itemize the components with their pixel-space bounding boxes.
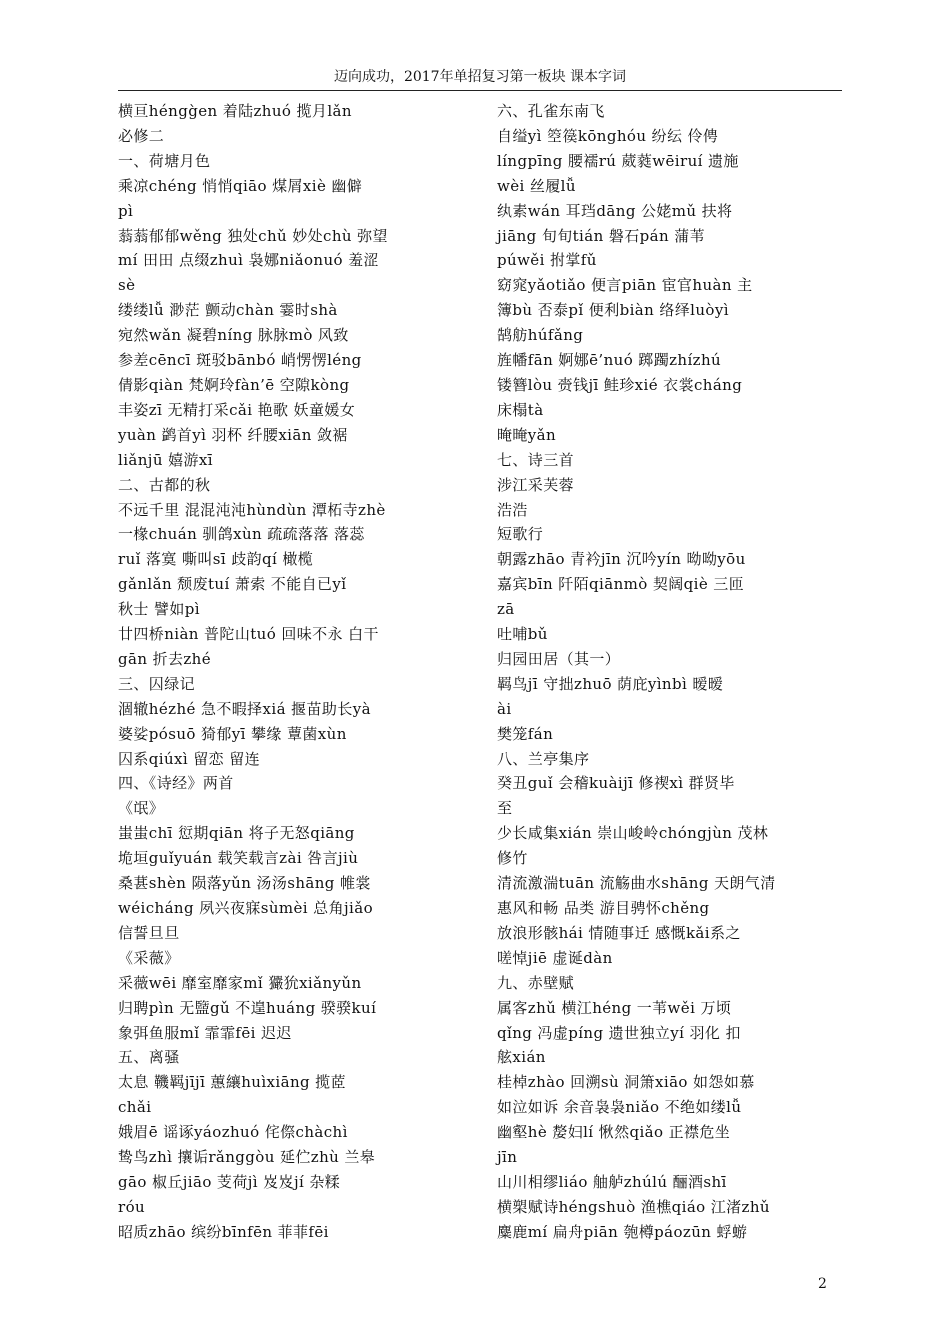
text-line: 九、赤壁赋 [497,973,575,992]
text-line: 属客zhǔ 横江héng 一苇wěi 万顷 [497,998,732,1017]
text-line: jīn [497,1148,518,1167]
text-line: 癸丑guǐ 会稽kuàijī 修禊xì 群贤毕 [497,774,735,793]
text-line: 廿四桥niàn 普陀山tuó 回味不永 白干 [118,625,379,644]
text-line: 旌幡fān 婀娜ē’nuó 踯躅zhízhú [497,351,722,370]
text-line: gāo 椒丘jiāo 芰荷jì 岌岌jí 杂糅 [118,1172,341,1191]
text-line: 少长咸集xián 崇山峻岭chóngjùn 茂林 [497,824,769,843]
text-line: 信誓旦旦 [118,923,180,942]
text-line: púwěi 拊掌fǔ [497,251,597,270]
text-line: 横槊赋诗héngshuò 渔樵qiáo 江渚zhǔ [497,1197,770,1216]
text-line: wèi 丝履lǚ [497,176,576,195]
text-line: 桂棹zhào 回溯sù 洞箫xiāo 如怨如慕 [497,1073,755,1092]
text-line: 鸷鸟zhì 攘诟rǎnggòu 延伫zhù 兰皋 [118,1148,376,1167]
text-line: 乘凉chéng 悄悄qiāo 煤屑xiè 幽僻 [118,176,363,195]
text-line: 放浪形骸hái 情随事迁 感慨kǎi系之 [497,923,741,942]
text-line: 樊笼fán [497,724,554,743]
text-line: 短歌行 [497,525,544,544]
left-text-column [118,99,462,1245]
text-line: 麋鹿mí 扁舟piān 匏樽páozūn 蜉蝣 [497,1222,748,1241]
text-line: 《采薇》 [118,948,180,967]
text-line: mí 田田 点缀zhuì 袅娜niǎonuó 羞涩 [118,251,379,270]
text-line: 二、古都的秋 [118,475,211,494]
text-line: 四、《诗经》两首 [118,774,234,793]
text-line: 七、诗三首 [497,450,575,469]
header-divider [118,90,842,91]
text-line: 囚系qiúxì 留恋 留连 [118,749,261,768]
text-line: 浩浩 [497,500,528,519]
text-line: 必修二 [118,126,165,145]
text-line: sè [118,276,136,295]
text-line: 修竹 [497,849,528,868]
text-line: 涸辙hézhé 急不暇择xiá 揠苗助长yà [118,699,371,718]
page-header-title: 迈向成功，2017年单招复习第一板块 课本字词 [333,69,627,85]
text-line: 宛然wǎn 凝碧níng 脉脉mò 风致 [118,326,349,345]
text-line: 嗟悼jiē 虚诞dàn [497,948,613,967]
text-line: 《氓》 [118,799,165,818]
text-line: 舷xián [497,1048,546,1067]
text-line: 垝垣guǐyuán 载笑载言zài 咎言jiù [118,849,359,868]
text-line: 倩影qiàn 梵婀玲fàn’ē 空隙kòng [118,375,350,394]
text-line: róu [118,1197,146,1216]
text-line: 采薇wēi 靡室靡家mǐ 玁狁xiǎnyǔn [118,973,362,992]
text-line: 象弭鱼服mǐ 霏霏fēi 迟迟 [118,1023,292,1042]
text-line: 昭质zhāo 缤纷bīnfēn 菲菲fēi [118,1222,329,1241]
text-line: yuàn 鹢首yì 羽杯 纤腰xiān 敛裾 [118,425,348,444]
text-line: ài [497,699,512,718]
text-line: pì [118,201,134,220]
text-line: 横亘héngg̀en 着陆zhuó 揽月lǎn [118,102,352,120]
text-line: 六、孔雀东南飞 [497,102,605,120]
text-line: 吐哺bǔ [497,625,548,644]
text-line: gān 折去zhé [118,649,212,668]
text-line: 簿bù 否泰pǐ 便利biàn 络绎luòyì [497,301,729,320]
text-line: chǎi [118,1098,152,1117]
text-line: 窈窕yǎotiǎo 便言piān 宦官huàn 主 [497,276,753,295]
text-line: 清流激湍tuān 流觞曲水shāng 天朗气清 [497,874,776,893]
text-line: 秋士 譬如pì [118,600,200,619]
text-line: 蓊蓊郁郁wěng 独处chǔ 妙处chù 弥望 [118,226,388,245]
text-line: 嘉宾bīn 阡陌qiānmò 契阔qiè 三匝 [497,575,745,594]
text-line: 婆娑pósuō 猗郁yī 攀缘 蕈菌xùn [118,724,347,743]
text-line: 一椽chuán 驯鸽xùn 疏疏落落 落蕊 [118,525,365,544]
text-line: 五、离骚 [118,1048,180,1067]
text-line: 丰姿zī 无精打采cǎi 艳歌 妖童媛女 [118,400,356,419]
text-line: 一、荷塘月色 [118,151,211,170]
text-line: 娥眉ē 谣诼yáozhuó 侘傺chàchì [118,1123,348,1142]
text-line: 晻晻yǎn [497,425,557,444]
text-line: zā [497,600,515,619]
text-line: 缕缕lǚ 渺茫 颤动chàn 霎时shà [118,301,338,320]
text-line: 床榻tà [497,400,544,419]
text-line: 幽壑hè 嫠妇lí 愀然qiǎo 正襟危坐 [497,1123,731,1142]
text-line: 至 [497,799,513,818]
text-line: 朝露zhāo 青衿jīn 沉吟yín 呦呦yōu [497,550,746,569]
text-line: 涉江采芙蓉 [497,475,575,494]
text-line: 惠风和畅 品类 游目骋怀chěng [497,899,710,917]
text-line: liǎnjū 嬉游xī [118,450,213,469]
text-line: 羁鸟jī 守拙zhuō 荫庇yìnbì 暧暧 [497,674,724,693]
text-line: 八、兰亭集序 [497,749,590,768]
text-line: qǐng 冯虚píng 遗世独立yí 羽化 扣 [497,1023,741,1042]
text-line: 三、囚绿记 [118,674,196,693]
text-line: 如泣如诉 余音袅袅niǎo 不绝如缕lǚ [497,1098,742,1117]
text-line: ruǐ 落寞 嘶叫sī 歧韵qí 橄榄 [118,550,314,569]
text-line: 参差cēncī 斑驳bānbó 峭愣愣léng [118,351,362,370]
text-line: wéicháng 夙兴夜寐sùmèi 总角jiǎo [118,899,373,917]
text-line: 不远千里 混混沌沌hùndùn 潭柘寺zhè [118,500,386,519]
text-line: 归园田居（其一） [497,649,621,668]
right-text-column [497,99,843,1245]
text-line: gǎnlǎn 颓废tuí 萧索 不能自已yǐ [118,575,347,594]
text-line: 鹄舫húfǎng [497,326,584,345]
text-line: 自缢yì 箜篌kōnghóu 纷纭 伶俜 [497,126,719,145]
text-line: 山川相缪liáo 舳舻zhúlú 酾酒shī [497,1172,727,1191]
text-line: língpīng 腰襦rú 葳蕤wēiruí 遗施 [497,151,739,170]
page-number: 2 [818,1276,827,1292]
text-line: jiāng 旬旬tián 磐石pán 蒲苇 [497,226,705,245]
text-line: 蚩蚩chī 愆期qiān 将子无怒qiāng [118,824,355,843]
text-line: 镂簪lòu 赍钱jī 鲑珍xié 衣裳cháng [497,375,743,394]
text-line: 纨素wán 耳珰dāng 公姥mǔ 扶将 [497,201,733,220]
text-line: 太息 鞿羁jījī 蕙纕huìxiāng 揽茝 [118,1073,346,1092]
text-line: 桑葚shèn 陨落yǔn 汤汤shāng 帷裳 [118,874,371,893]
text-line: 归聘pìn 无盬gǔ 不遑huáng 骙骙kuí [118,998,377,1017]
